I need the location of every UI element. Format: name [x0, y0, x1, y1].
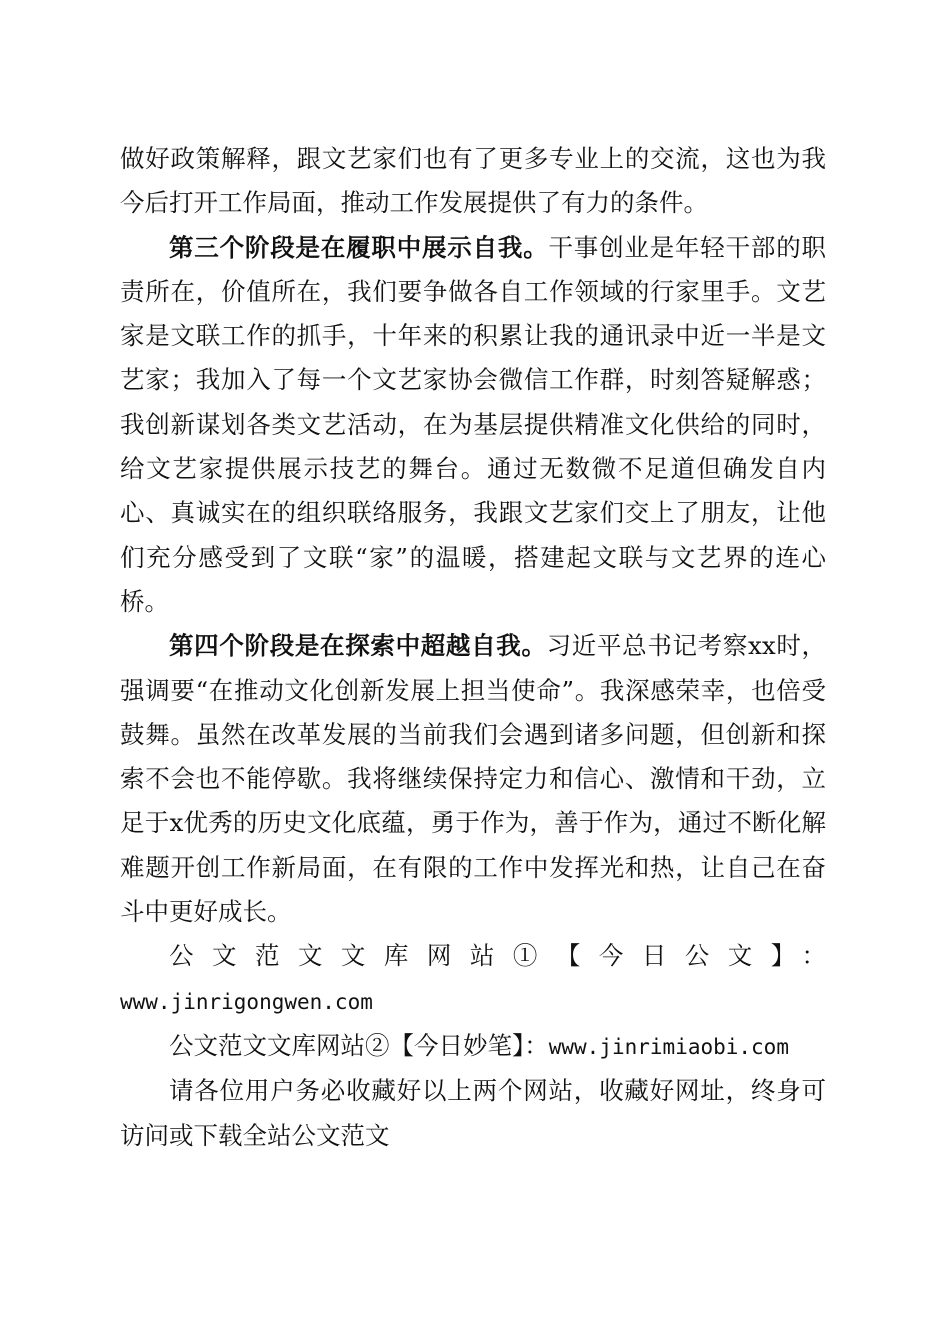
footer-site2-line	[120, 1024, 826, 1069]
document-page	[120, 137, 826, 1158]
paragraph-text: 做好政策解释，跟文艺家们也有了更多专业上的交流，这也为我今后打开工作局面，推动工作发展提供了有力的条件。	[120, 144, 826, 218]
footer-notice: 请各位用户务必收藏好以上两个网站，收藏好网址，终身可访问或下载全站公文范文	[120, 1076, 826, 1150]
paragraph-continued	[120, 137, 826, 226]
footer-site2-url[interactable]: www.jinrimiaobi.com	[548, 1034, 789, 1059]
paragraph-stage-four	[120, 624, 826, 934]
paragraph-text: 习近平总书记考察xx时，强调要“在推动文化创新发展上担当使命”。我深感荣幸，也倍受鼓舞。虽然在改革发展的当前我们会遇到诸多问题，但创新和探索不会也不能停歇。我将继续保持定力和信心、激情和干劲，立足于x优秀的历史文化底蕴，勇于作为，善于作为，通过不断化解难题开创工作新局面，在有限的工作中发挥光和热，让自己在奋斗中更好成长。	[120, 631, 827, 927]
paragraph-lead: 第四个阶段是在探索中超越自我。	[169, 631, 547, 661]
footer-site1-url[interactable]: www.jinrigongwen.com	[120, 989, 373, 1014]
footer-site2-label: 公文范文文库网站②【今日妙笔】：	[169, 1030, 549, 1060]
footer-site1-url-line	[120, 979, 826, 1024]
paragraph-lead: 第三个阶段是在履职中展示自我。	[169, 232, 549, 262]
paragraph-stage-three	[120, 226, 826, 625]
footer-site1-label: 公文范文文库网站①【今日公文】：	[169, 941, 826, 971]
paragraph-text: 干事创业是年轻干部的职责所在，价值所在，我们要争做各自工作领域的行家里手。文艺家是文联工作的抓手，十年来的积累让我的通讯录中近一半是文艺家；我加入了每一个文艺家协会微信工作群，时刻答疑解惑；我创新谋划各类文艺活动，在为基层提供精准文化供给的同时，给文艺家提供展示技艺的舞台。通过无数微不足道但确发自内心、真诚实在的组织联络服务，我跟文艺家们交上了朋友，让他们充分感受到了文联“家”的温暖，搭建起文联与文艺界的连心桥。	[120, 232, 826, 616]
